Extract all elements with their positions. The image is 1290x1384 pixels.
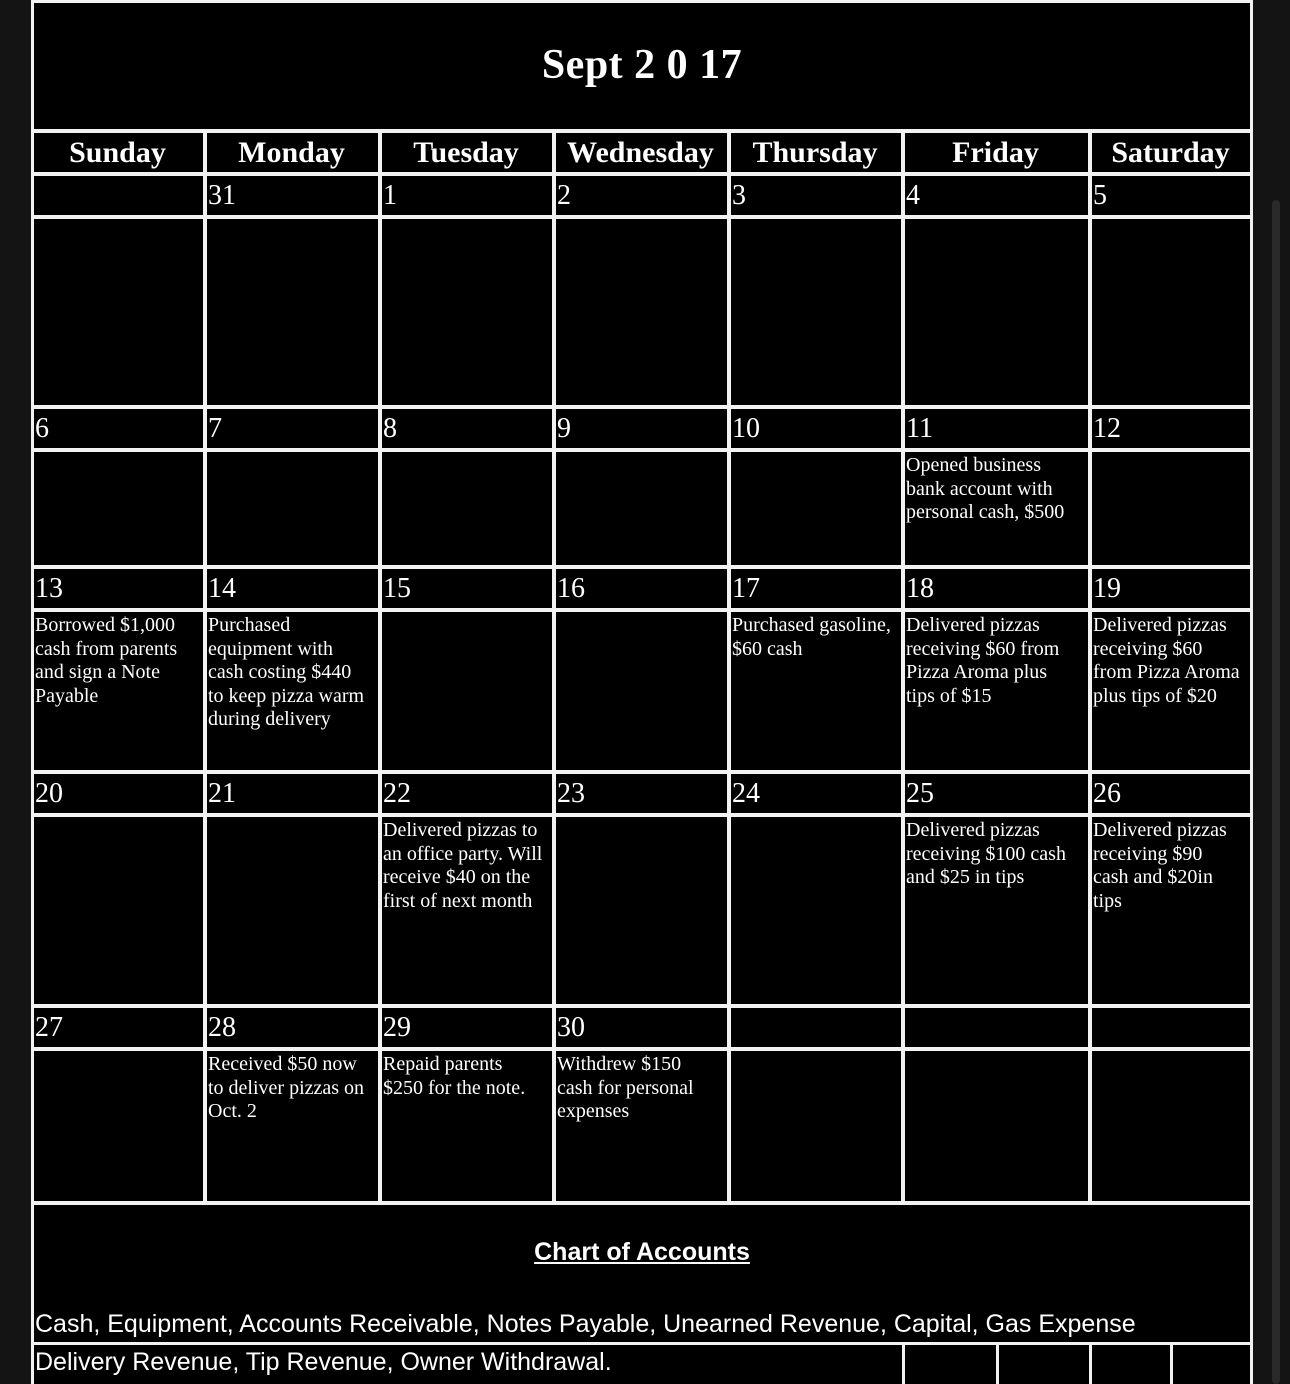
day-header-saturday: Saturday [1111, 136, 1230, 169]
day-note: Delivered pizzas receiving $60 from Pizza Aroma plus tips of $20 [1093, 614, 1240, 707]
date-number: 4 [906, 180, 920, 211]
date-number: 30 [557, 1012, 585, 1043]
day-note [904, 218, 1089, 405]
grid-line [1089, 1342, 1092, 1384]
day-note: Purchased equipment with cash costing $440 to keep pizza warm during delivery [208, 614, 365, 730]
grid-line [31, 1004, 1253, 1008]
day-note [381, 611, 553, 770]
date-number: 22 [383, 778, 411, 809]
grid-line [31, 215, 1253, 219]
day-note: Received $50 now to deliver pizzas on Oct. 2 [208, 1053, 365, 1122]
day-note [33, 218, 204, 405]
grid-line [31, 1342, 1253, 1345]
day-note: Purchased gasoline, $60 cash [732, 614, 891, 660]
date-number: 25 [906, 778, 934, 809]
scrollbar[interactable] [1272, 200, 1280, 1384]
day-note [555, 611, 728, 770]
day-note: Delivered pizzas receiving $90 cash and $20in tips [1093, 819, 1227, 912]
date-number [730, 1006, 902, 1046]
day-header-monday: Monday [238, 136, 345, 169]
day-note [381, 218, 553, 405]
grid-line [31, 405, 1253, 409]
day-note [1091, 1050, 1252, 1202]
day-note [381, 451, 553, 565]
grid-line [31, 0, 1253, 3]
date-number: 7 [208, 413, 222, 444]
day-note [555, 218, 728, 405]
grid-line [902, 1342, 905, 1384]
grid-line [1250, 0, 1253, 1384]
day-header-friday: Friday [952, 136, 1039, 169]
date-number: 21 [208, 778, 236, 809]
day-note [1091, 218, 1252, 405]
grid-line [31, 1047, 1253, 1051]
calendar-title: Sept 2 0 17 [541, 42, 743, 88]
grid-line [31, 770, 1253, 774]
day-note [904, 1050, 1089, 1202]
day-note [730, 816, 902, 1004]
day-header-wednesday: Wednesday [567, 136, 714, 169]
chart-of-accounts-line-2: Delivery Revenue, Tip Revenue, Owner Withdrawal. [35, 1348, 612, 1376]
grid-line [31, 129, 1253, 133]
grid-line [552, 129, 556, 1205]
date-number: 28 [208, 1012, 236, 1043]
grid-line [31, 813, 1253, 817]
day-note [33, 816, 204, 1004]
day-note: Delivered pizzas receiving $100 cash and $25 in tips [906, 819, 1066, 888]
grid-line [31, 608, 1253, 612]
date-number: 24 [732, 778, 760, 809]
grid-line [31, 0, 34, 1384]
date-number [1091, 1006, 1252, 1046]
day-header-sunday: Sunday [69, 136, 166, 169]
day-note [33, 451, 204, 565]
grid-line [1170, 1342, 1173, 1384]
day-note: Repaid parents $250 for the note. [383, 1053, 526, 1099]
date-number: 13 [35, 573, 63, 604]
date-number: 14 [208, 573, 236, 604]
grid-line [31, 172, 1253, 176]
date-number: 15 [383, 573, 411, 604]
grid-line [1088, 129, 1092, 1205]
day-note [730, 451, 902, 565]
chart-of-accounts-line-1: Cash, Equipment, Accounts Receivable, Notes Payable, Unearned Revenue, Capital, Gas Expense [35, 1310, 1136, 1338]
day-note: Opened business bank account with personal cash, $500 [906, 454, 1065, 523]
grid-line [31, 1201, 1253, 1205]
grid-line [31, 565, 1253, 569]
date-number: 26 [1093, 778, 1121, 809]
grid-line [901, 129, 905, 1205]
date-number: 9 [557, 413, 571, 444]
chart-of-accounts-title: Chart of Accounts [534, 1238, 750, 1266]
date-number: 23 [557, 778, 585, 809]
grid-line [31, 448, 1253, 452]
date-number: 8 [383, 413, 397, 444]
day-note [730, 218, 902, 405]
day-note [555, 816, 728, 1004]
date-number: 1 [383, 180, 397, 211]
grid-line [727, 129, 731, 1205]
date-number: 2 [557, 180, 571, 211]
date-number: 17 [732, 573, 760, 604]
day-header-thursday: Thursday [752, 136, 878, 169]
date-number: 19 [1093, 573, 1121, 604]
date-number: 3 [732, 180, 746, 211]
grid-line [378, 129, 382, 1205]
grid-line [203, 129, 207, 1205]
day-note: Borrowed $1,000 cash from parents and sign a Note Payable [35, 614, 178, 707]
day-note [555, 451, 728, 565]
day-note [206, 816, 379, 1004]
date-number: 16 [557, 573, 585, 604]
date-number: 31 [208, 180, 236, 211]
day-note [1091, 451, 1252, 565]
day-note: Delivered pizzas to an office party. Will receive $40 on the first of next month [383, 819, 543, 912]
date-number: 20 [35, 778, 63, 809]
date-number: 11 [906, 413, 933, 444]
day-note: Delivered pizzas receiving $60 from Pizza Aroma plus tips of $15 [906, 614, 1060, 707]
grid-line [996, 1342, 999, 1384]
day-header-tuesday: Tuesday [413, 136, 519, 169]
date-number [33, 174, 204, 214]
date-number: 29 [383, 1012, 411, 1043]
date-number: 12 [1093, 413, 1121, 444]
date-number: 10 [732, 413, 760, 444]
date-number: 18 [906, 573, 934, 604]
day-note [206, 451, 379, 565]
date-number: 5 [1093, 180, 1107, 211]
day-note: Withdrew $150 cash for personal expenses [557, 1053, 694, 1122]
date-number: 27 [35, 1012, 63, 1043]
day-note [730, 1050, 902, 1202]
day-note [33, 1050, 204, 1202]
date-number [904, 1006, 1089, 1046]
day-note [206, 218, 379, 405]
date-number: 6 [35, 413, 49, 444]
